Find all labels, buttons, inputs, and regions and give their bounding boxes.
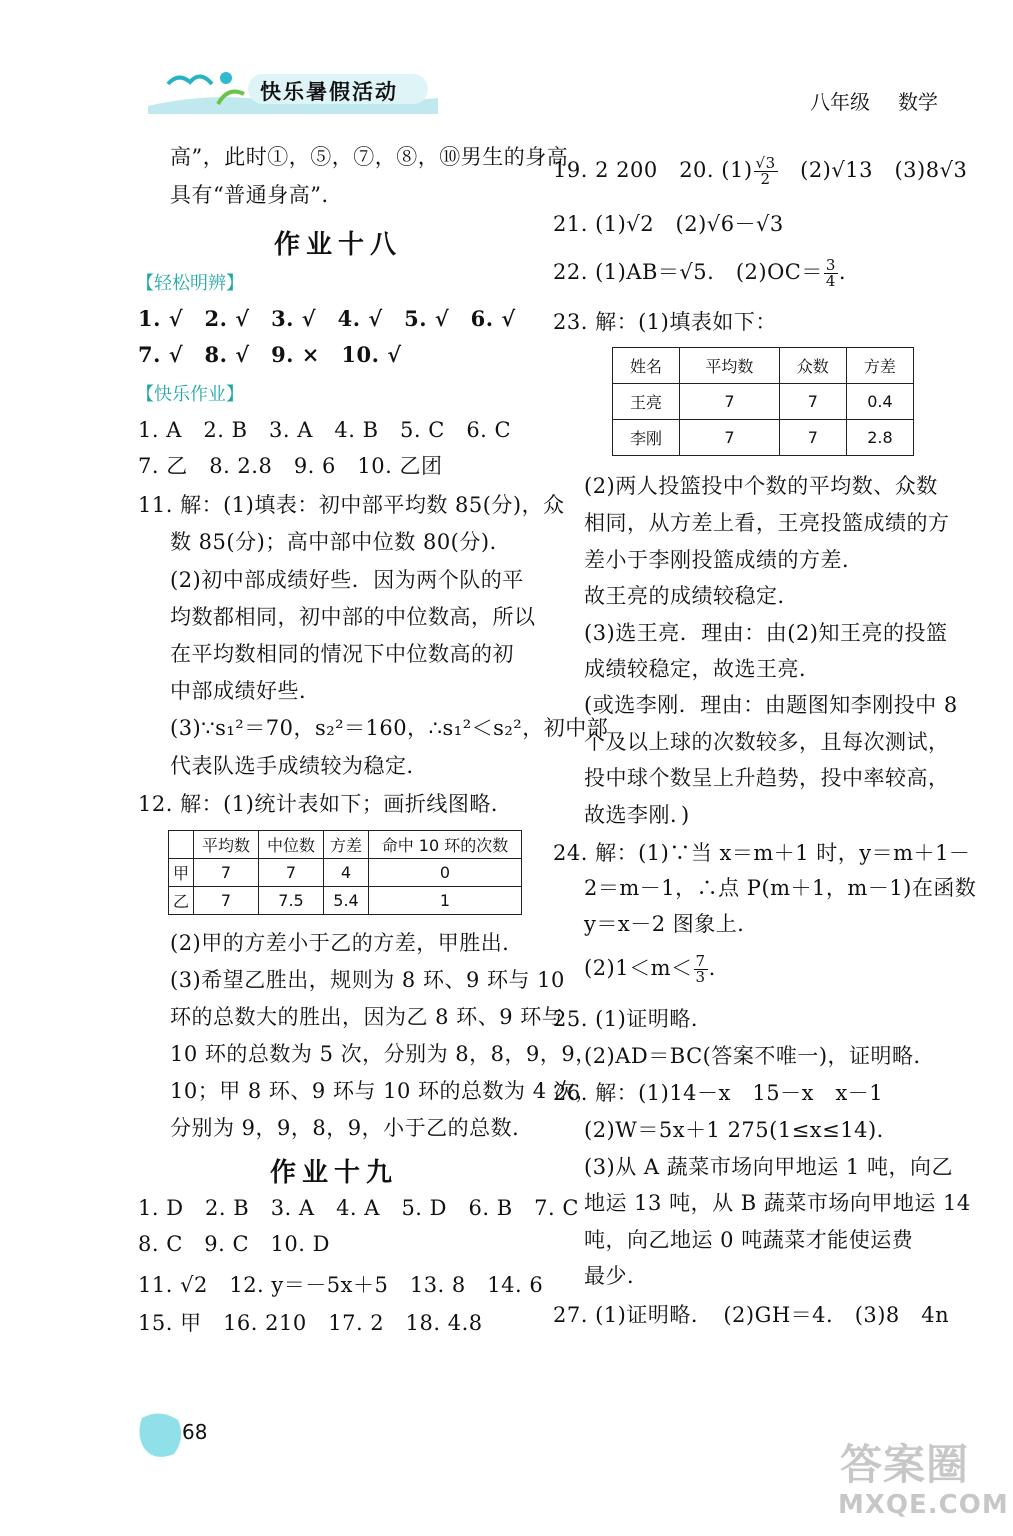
fraction-denominator: 3 [695, 968, 706, 986]
table-header-row [169, 831, 522, 859]
answer-row [584, 954, 716, 985]
answer-text: 故选李刚．) [584, 803, 690, 827]
answer-text: y＝x－2 图象上． [584, 912, 759, 936]
answer-row: 21. (1)√2 (2)√6－√3 [553, 212, 784, 236]
fraction-numerator: 3 [825, 256, 836, 274]
page-badge-icon [138, 1410, 184, 1458]
answer-text: (2)甲的方差小于乙的方差，甲胜出． [170, 931, 524, 955]
table-cell: 乙 [169, 887, 194, 915]
answer-row: 1. A 2. B 3. A 4. B 5. C 6. C [138, 418, 512, 442]
table-cell: 1 [369, 887, 522, 915]
answer-text: 代表队选手成绩较为稳定． [170, 754, 428, 778]
answer-text: 吨，向乙地运 0 吨蔬菜才能使运费 [584, 1228, 914, 1252]
answer-row: 8. C 9. C 10. D [138, 1232, 330, 1256]
answer-text: 投中球个数呈上升趋势，投中率较高， [584, 766, 950, 790]
answer-text: (2)初中部成绩好些．因为两个队的平 [170, 568, 524, 592]
answer-text: (3)从 A 蔬菜市场向甲地运 1 吨，向乙 [584, 1155, 953, 1179]
table-cell: 李刚 [613, 420, 680, 456]
header-banner [148, 64, 438, 114]
answer-text: 相同，从方差上看，王亮投篮成绩的方 [584, 511, 950, 535]
answer-text: 中部成绩好些． [170, 679, 321, 703]
answer-text: 10 环的总数为 5 次，分别为 8，8，9，9， [170, 1042, 597, 1066]
table-header-cell: 平均数 [194, 831, 259, 859]
answer-text: (3)希望乙胜出，规则为 8 环、9 环与 10 [170, 968, 565, 992]
answer-text: 在平均数相同的情况下中位数高的初 [170, 642, 514, 666]
table-header-cell: 命中 10 环的次数 [369, 831, 522, 859]
answer-text: (3)∵s₁²＝70，s₂²＝160，∴s₁²＜s₂²，初中部 [170, 716, 609, 740]
table-row [613, 384, 914, 420]
answer-text: 10；甲 8 环、9 环与 10 环的总数为 4 次， [170, 1079, 597, 1103]
table-cell: 7 [194, 887, 259, 915]
grade-label: 八年级 [810, 90, 870, 114]
table-header-cell: 姓名 [613, 348, 680, 384]
table-header-cell: 方差 [846, 348, 913, 384]
table-header-row [613, 348, 914, 384]
answer-row: 1. D 2. B 3. A 4. A 5. D 6. B 7. C [138, 1196, 579, 1220]
watermark-text: 答案圈 [840, 1440, 970, 1489]
answer-item: . [838, 260, 847, 284]
fraction [694, 954, 708, 985]
table-cell: 7 [779, 384, 846, 420]
watermark-url: MXQE.COM [838, 1490, 1009, 1520]
table-cell: 4 [324, 859, 369, 887]
answer-text: (或选李刚．理由：由题图知李刚投中 8 [584, 693, 958, 717]
section-tag: 【快乐作业】 [136, 384, 244, 405]
table-cell: 7 [259, 859, 324, 887]
table-cell: 2.8 [846, 420, 913, 456]
fraction-numerator: √3 [755, 154, 776, 172]
answer-row: 7. √ 8. √ 9. × 10. √ [138, 342, 402, 367]
answer-item: 19. 2 200 20. (1) [553, 158, 753, 182]
answer-text: 环的总数大的胜出，因为乙 8 环、9 环与 [170, 1005, 564, 1029]
answer-text: 数 85(分)；高中部中位数 80(分)． [170, 530, 512, 554]
table-cell: 0 [369, 859, 522, 887]
subject-label: 数学 [898, 90, 938, 114]
table-cell: 7.5 [259, 887, 324, 915]
table-header-cell: 中位数 [259, 831, 324, 859]
page-number-badge [138, 1410, 184, 1458]
answer-text: 23. 解：(1)填表如下： [553, 310, 777, 334]
table-cell: 王亮 [613, 384, 680, 420]
answer-row [553, 156, 967, 187]
answer-row: 15. 甲 16. 210 17. 2 18. 4.8 [138, 1311, 483, 1335]
table-cell: 7 [779, 420, 846, 456]
answer-text: 24. 解：(1)∵当 x＝m＋1 时，y＝m＋1－ [553, 841, 971, 865]
stats-table-12 [168, 830, 522, 915]
answer-text: 个及以上球的次数较多，且每次测试， [584, 730, 950, 754]
section-heading: 作业十九 [270, 1158, 399, 1188]
table-cell: 0.4 [846, 384, 913, 420]
answer-text: (2)AD＝BC(答案不唯一)，证明略． [584, 1044, 936, 1068]
table-header-cell: 平均数 [680, 348, 780, 384]
fraction-denominator: 4 [825, 272, 836, 290]
answer-text: 27. (1)证明略． (2)GH＝4. (3)8 4n [553, 1303, 950, 1327]
answer-row [553, 258, 846, 289]
fraction [754, 156, 778, 187]
answer-text: (3)选王亮．理由：由(2)知王亮的投篮 [584, 621, 948, 645]
answer-item: 12. y＝－5x＋5 13. 8 14. 6 [229, 1273, 544, 1297]
table-row [169, 887, 522, 915]
answer-text: 均数都相同，初中部的中位数高，所以 [170, 605, 536, 629]
answer-text: (2)两人投篮投中个数的平均数、众数 [584, 474, 938, 498]
answer-row: 1. √ 2. √ 3. √ 4. √ 5. √ 6. √ [138, 306, 516, 331]
answer-text: 最少． [584, 1264, 649, 1288]
table-cell: 7 [680, 420, 780, 456]
fraction-denominator: 2 [760, 170, 771, 188]
answer-row [138, 1271, 543, 1299]
answer-item: 11. √2 [138, 1273, 208, 1297]
table-header-cell: 方差 [324, 831, 369, 859]
table-row [169, 859, 522, 887]
stats-table-23 [612, 347, 914, 456]
page-number: 68 [182, 1420, 208, 1444]
banner-title: 快乐暑假活动 [260, 80, 398, 104]
section-tag: 【轻松明辨】 [136, 273, 244, 294]
answer-text: 地运 13 吨，从 B 蔬菜市场向甲地运 14 [584, 1191, 971, 1215]
table-cell: 7 [680, 384, 780, 420]
answer-text: 26. 解：(1)14－x 15－x x－1 [553, 1081, 884, 1105]
answer-text: 分别为 9，9，8，9，小于乙的总数． [170, 1116, 534, 1140]
answer-item: 22. (1)AB＝√5. (2)OC＝ [553, 260, 823, 284]
table-cell: 甲 [169, 859, 194, 887]
answer-text: 12. 解：(1)统计表如下；画折线图略． [138, 792, 513, 816]
answer-item: (2)√13 (3)8√3 [800, 158, 968, 182]
answer-text: 故王亮的成绩较稳定． [584, 584, 799, 608]
answer-text: 差小于李刚投篮成绩的方差． [584, 548, 864, 572]
answer-row: 7. 乙 8. 2.8 9. 6 10. 乙团 [138, 454, 443, 478]
continued-text: 具有“普通身高”． [170, 183, 343, 207]
answer-text: 成绩较稳定，故选王亮． [584, 657, 821, 681]
fraction-numerator: 7 [695, 952, 706, 970]
table-row [613, 420, 914, 456]
answer-text: 2＝m－1，∴点 P(m＋1，m－1)在函数 [584, 876, 977, 900]
table-header-cell [169, 831, 194, 859]
table-cell: 5.4 [324, 887, 369, 915]
answer-item: (2)1＜m＜ [584, 956, 693, 980]
fraction [824, 258, 838, 289]
answer-text: 25. (1)证明略． [553, 1007, 713, 1031]
answer-text: 11. 解：(1)填表：初中部平均数 85(分)，众 [138, 493, 565, 517]
watermark-logo [836, 1432, 1009, 1530]
table-header-cell: 众数 [779, 348, 846, 384]
section-heading: 作业十八 [274, 230, 403, 260]
table-cell: 7 [194, 859, 259, 887]
continued-text: 高”，此时①，⑤，⑦，⑧，⑩男生的身高 [170, 145, 569, 169]
answer-item: . [708, 956, 716, 980]
answer-text: (2)W＝5x＋1 275(1≤x≤14)． [584, 1118, 899, 1142]
